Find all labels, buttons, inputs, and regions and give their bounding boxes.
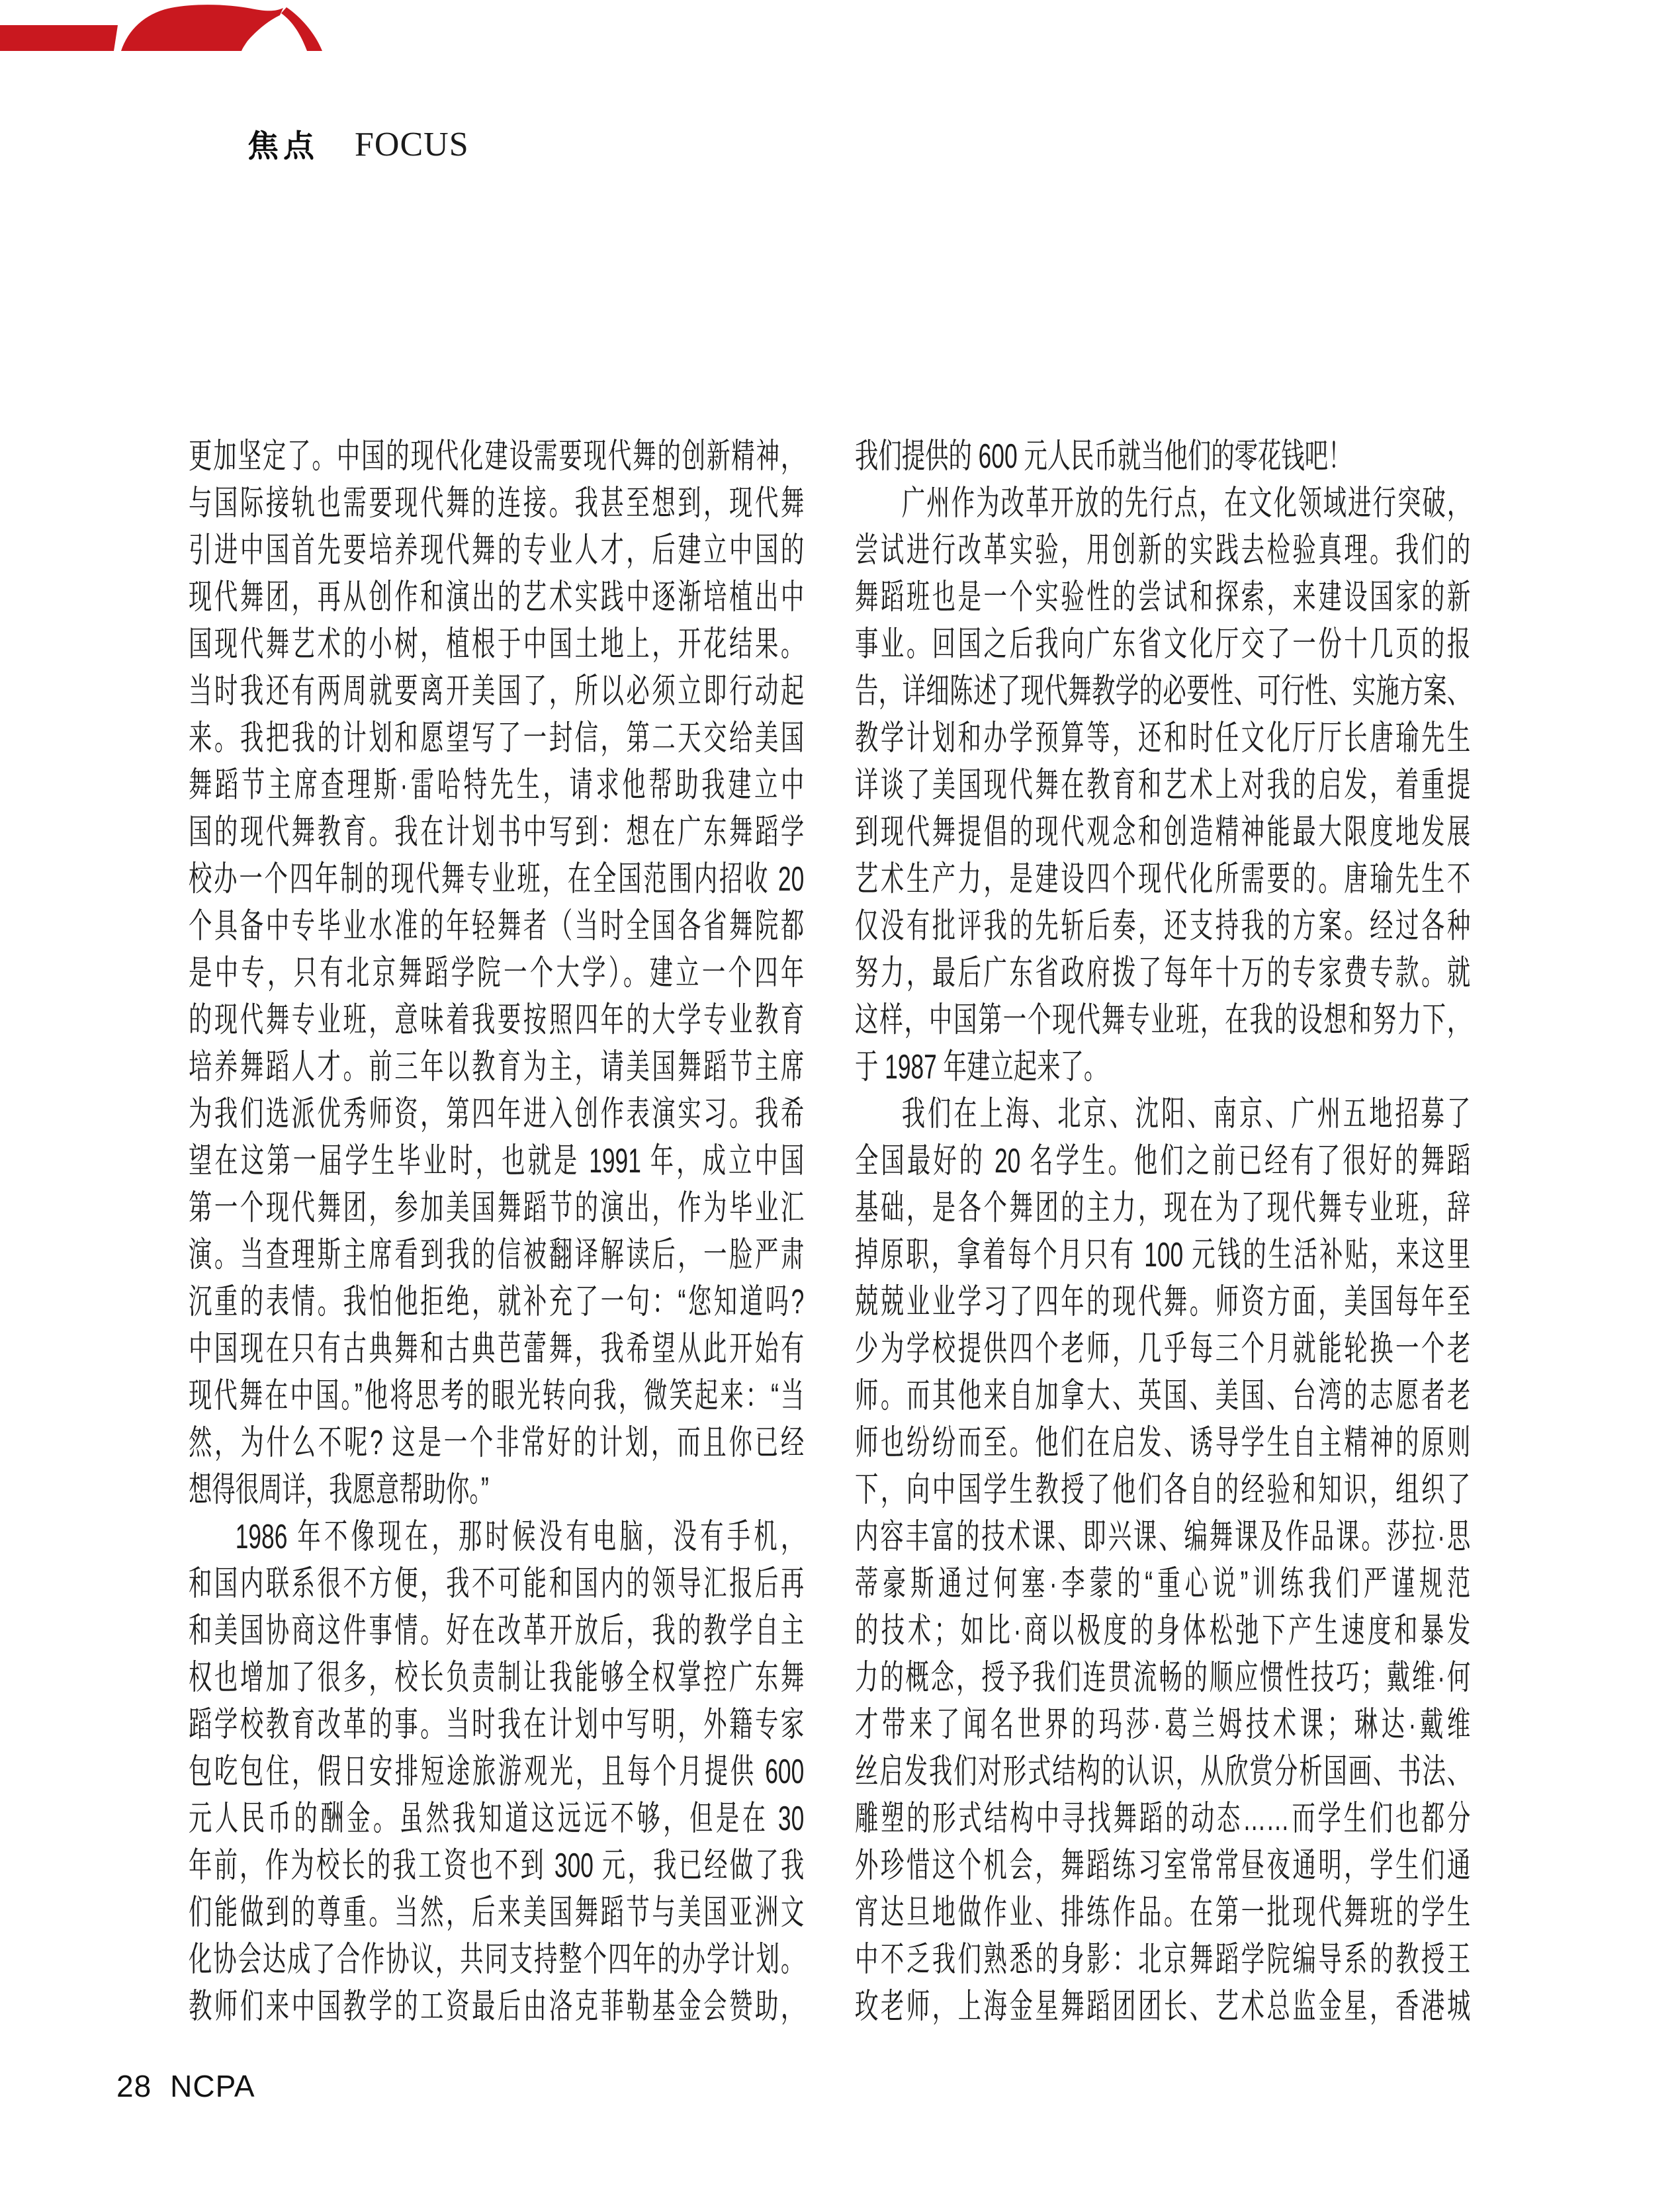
text-line: 兢兢业业学习了四年的现代舞。师资方面，美国每年至 — [855, 1283, 1471, 1321]
text-line: 全国最好的 20 名学生。他们之前已经有了很好的舞蹈 — [855, 1142, 1471, 1180]
text-line: 权也增加了很多，校长负责制让我能够全权掌控广东舞 — [189, 1659, 805, 1697]
text-line: 的现代舞专业班，意味着我要按照四年的大学专业教育 — [189, 1001, 805, 1039]
text-line: 元人民币的酬金。虽然我知道这远远不够，但是在 30 — [189, 1800, 805, 1838]
text-line: 力的概念，授予我们连贯流畅的顺应惯性技巧；戴维·何 — [855, 1659, 1471, 1697]
text-line: 才带来了闻名世界的玛莎·葛兰姆技术课；琳达·戴维 — [855, 1706, 1471, 1744]
text-line: 到现代舞提倡的现代观念和创造精神能最大限度地发展 — [855, 813, 1471, 852]
text-line: 现代舞在中国。”他将思考的眼光转向我，微笑起来：“当 — [189, 1377, 805, 1415]
text-line: 详谈了美国现代舞在教育和艺术上对我的启发，着重提 — [855, 766, 1471, 805]
text-line: 师。而其他来自加拿大、英国、美国、台湾的志愿者老 — [855, 1377, 1471, 1415]
text-line: 蒂豪斯通过何塞·李蒙的“重心说”训练我们严谨规范 — [855, 1565, 1471, 1603]
text-line: 1986 年不像现在，那时候没有电脑，没有手机， — [235, 1518, 805, 1556]
text-line: 告，详细陈述了现代舞教学的必要性、可行性、实施方案、 — [855, 672, 1471, 711]
text-line: 事业。回国之后我向广东省文化厅交了一份十几页的报 — [855, 625, 1471, 664]
text-line: 第一个现代舞团，参加美国舞蹈节的演出，作为毕业汇 — [189, 1189, 805, 1227]
text-line: 下，向中国学生教授了他们各自的经验和知识，组织了 — [855, 1471, 1471, 1509]
text-line: 国的现代舞教育。我在计划书中写到：想在广东舞蹈学 — [189, 813, 805, 852]
text-line: 宵达旦地做作业、排练作品。在第一批现代舞班的学生 — [855, 1894, 1471, 1932]
page-number: 28 — [116, 2069, 152, 2103]
text-line: 仅没有批评我的先斩后奏，还支持我的方案。经过各种 — [855, 907, 1471, 945]
text-line: 个具备中专毕业水准的年轻舞者（当时全国各省舞院都 — [189, 907, 805, 945]
page-footer — [116, 2071, 255, 2101]
text-line: 舞蹈班也是一个实验性的尝试和探索，来建设国家的新 — [855, 578, 1471, 617]
text-line: 与国际接轨也需要现代舞的连接。我甚至想到，现代舞 — [189, 484, 805, 523]
text-line: 艺术生产力，是建设四个现代化所需要的。唐瑜先生不 — [855, 860, 1471, 898]
text-line: 年前，作为校长的我工资也不到 300 元，我已经做了我 — [189, 1847, 805, 1885]
text-line: 这样，中国第一个现代舞专业班，在我的设想和努力下， — [855, 1001, 1471, 1039]
text-line: 丝启发我们对形式结构的认识，从欣赏分析国画、书法、 — [855, 1753, 1471, 1791]
text-line: 现代舞团，再从创作和演出的艺术实践中逐渐培植出中 — [189, 578, 805, 617]
text-line: 演。当查理斯主席看到我的信被翻译解读后，一脸严肃 — [189, 1236, 805, 1274]
text-line: 和国内联系很不方便，我不可能和国内的领导汇报后再 — [189, 1565, 805, 1603]
text-line: 内容丰富的技术课、即兴课、编舞课及作品课。莎拉·思 — [855, 1518, 1471, 1556]
text-line: 教学计划和办学预算等，还和时任文化厅厅长唐瑜先生 — [855, 719, 1471, 758]
brand-label: NCPA — [170, 2069, 255, 2103]
text-line: 我们提供的 600 元人民币就当他们的零花钱吧！ — [855, 437, 1352, 476]
article-column-right — [855, 433, 1470, 2031]
text-line: 包吃包住，假日安排短途旅游观光，且每个月提供 600 — [189, 1753, 805, 1791]
swoosh-logo-icon — [0, 0, 463, 56]
text-line: 引进中国首先要培养现代舞的专业人才，后建立中国的 — [189, 531, 805, 570]
article-column-left — [189, 433, 804, 2031]
section-title-zh: 焦点 — [247, 128, 319, 163]
text-line: 国现代舞艺术的小树，植根于中国土地上，开花结果。 — [189, 625, 805, 664]
text-line: 和美国协商这件事情。好在改革开放后，我的教学自主 — [189, 1612, 805, 1650]
text-line: 玫老师，上海金星舞蹈团团长、艺术总监金星，香港城 — [855, 1988, 1471, 2026]
text-line: 掉原职，拿着每个月只有 100 元钱的生活补贴，来这里 — [855, 1236, 1471, 1274]
swoosh-tail — [281, 7, 322, 51]
text-line: 于 1987 年建立起来了。 — [855, 1048, 1108, 1086]
text-line: 当时我还有两周就要离开美国了，所以必须立即行动起 — [189, 672, 805, 711]
text-line: 基础，是各个舞团的主力，现在为了现代舞专业班，辞 — [855, 1189, 1471, 1227]
section-title-en: FOCUS — [355, 126, 469, 163]
text-line: 师也纷纷而至。他们在启发、诱导学生自主精神的原则 — [855, 1424, 1471, 1462]
swoosh-wing — [121, 5, 283, 51]
text-line: 蹈学校教育改革的事。当时我在计划中写明，外籍专家 — [189, 1706, 805, 1744]
text-line: 来。我把我的计划和愿望写了一封信，第二天交给美国 — [189, 719, 805, 758]
text-line: 是中专，只有北京舞蹈学院一个大学）。建立一个四年 — [189, 954, 805, 992]
text-line: 望在这第一届学生毕业时，也就是 1991 年，成立中国 — [189, 1142, 805, 1180]
text-line: 中国现在只有古典舞和古典芭蕾舞，我希望从此开始有 — [189, 1330, 805, 1368]
text-line: 沉重的表情。我怕他拒绝，就补充了一句：“您知道吗? — [189, 1283, 805, 1321]
text-line: 舞蹈节主席查理斯·雷哈特先生，请求他帮助我建立中 — [189, 766, 805, 805]
text-line: 校办一个四年制的现代舞专业班，在全国范围内招收 20 — [189, 860, 805, 898]
text-line: 们能做到的尊重。当然，后来美国舞蹈节与美国亚洲文 — [189, 1894, 805, 1932]
text-line: 的技术；如比·商以极度的身体松弛下产生速度和暴发 — [855, 1612, 1471, 1650]
text-line: 努力，最后广东省政府拨了每年十万的专家费专款。就 — [855, 954, 1471, 992]
text-line: 培养舞蹈人才。前三年以教育为主，请美国舞蹈节主席 — [189, 1048, 805, 1086]
text-line: 外珍惜这个机会，舞蹈练习室常常昼夜通明，学生们通 — [855, 1847, 1471, 1885]
text-line: 想得很周详，我愿意帮助你。” — [189, 1471, 489, 1509]
text-line: 我们在上海、北京、沈阳、南京、广州五地招募了 — [901, 1095, 1471, 1133]
text-line: 广州作为改革开放的先行点，在文化领域进行突破， — [901, 484, 1471, 523]
text-line: 中不乏我们熟悉的身影：北京舞蹈学院编导系的教授王 — [855, 1941, 1471, 1979]
text-line: 更加坚定了。中国的现代化建设需要现代舞的创新精神， — [189, 437, 805, 476]
text-line: 尝试进行改革实验，用创新的实践去检验真理。我们的 — [855, 531, 1471, 570]
text-line: 化协会达成了合作协议，共同支持整个四年的办学计划。 — [189, 1941, 805, 1979]
text-line: 然，为什么不呢? 这是一个非常好的计划，而且你已经 — [189, 1424, 805, 1462]
text-line: 雕塑的形式结构中寻找舞蹈的动态……而学生们也都分 — [855, 1800, 1471, 1838]
red-bar — [0, 25, 118, 51]
text-line: 少为学校提供四个老师，几乎每三个月就能轮换一个老 — [855, 1330, 1471, 1368]
text-line: 为我们选派优秀师资，第四年进入创作表演实习。我希 — [189, 1095, 805, 1133]
text-line: 教师们来中国教学的工资最后由洛克菲勒基金会赞助， — [189, 1988, 805, 2026]
